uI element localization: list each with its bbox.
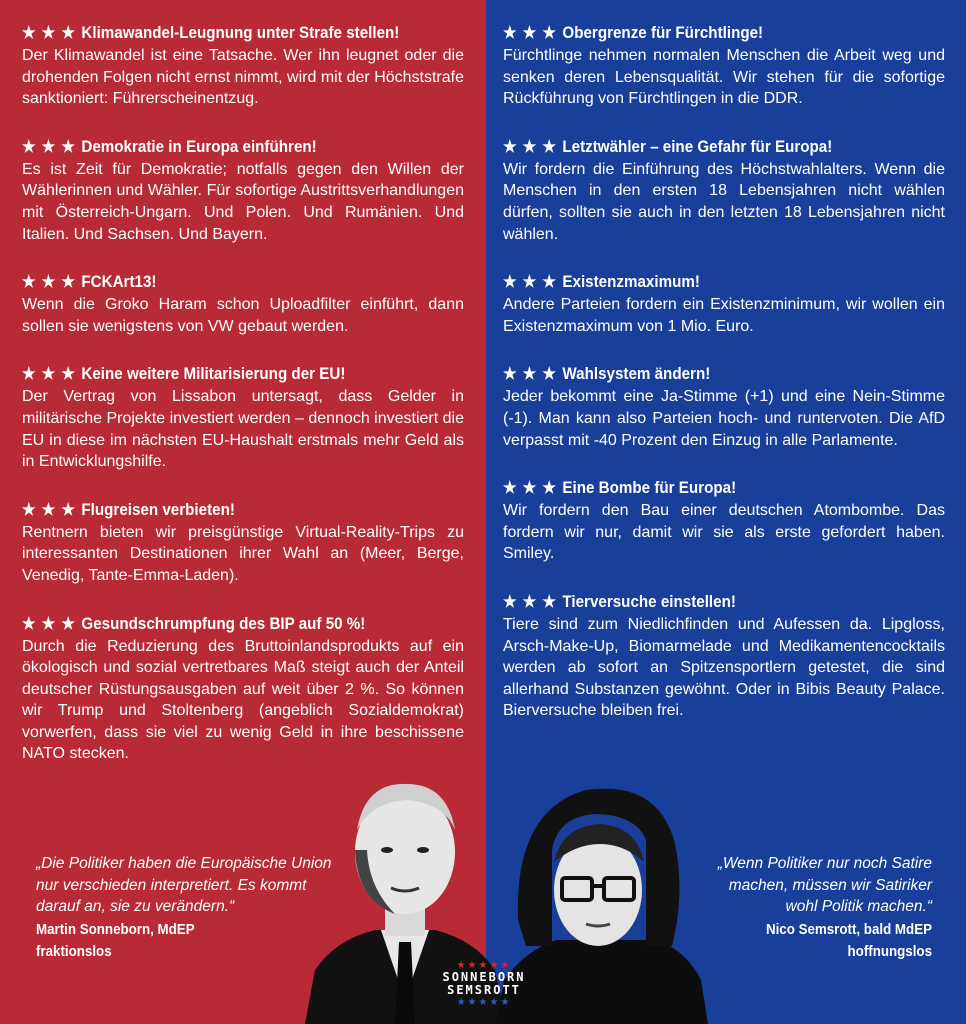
quote-author-role: hoffnungslos [847,943,932,960]
demand-item [503,363,945,451]
stars-icon: ★★★★★ [456,960,512,971]
stars-icon: ★ ★ ★ [503,24,557,42]
quote-author: Martin Sonneborn, MdEP [36,921,195,938]
demand-title: ★ ★ ★ Existenzmaximum! [503,273,700,292]
stars-icon: ★ ★ ★ [22,24,76,42]
demand-title: ★ ★ ★ Gesundschrumpfung des BIP auf 50 %! [22,614,366,633]
stars-icon: ★★★★★ [456,997,512,1008]
stars-icon: ★ ★ ★ [22,614,76,633]
demand-item [22,613,464,766]
demand-title: ★ ★ ★ FCKArt13! [22,273,157,292]
demand-item [22,22,464,110]
stars-icon: ★ ★ ★ [22,365,76,384]
demand-item [22,499,464,587]
quote-text: „Wenn Politiker nur noch Satire machen, müssen wir Satiriker wohl Politik machen.“ [717,855,932,915]
stars-icon: ★ ★ ★ [503,365,557,384]
stars-icon: ★ ★ ★ [503,479,557,498]
demand-title: ★ ★ ★ Klimawandel-Leugnung unter Strafe stellen! [22,24,400,42]
demand-text: Rentnern bieten wir preisgünstige Virtual-Reality-Trips zu interessanten Destinationen ihrer Wahl an (Meer, Berge, Venedig, Tante-Emma-Laden). [22,523,464,584]
demand-title: ★ ★ ★ Letztwähler – eine Gefahr für Europa! [503,137,833,156]
quote-author: Nico Semsrott, bald MdEP [765,921,932,938]
demand-item [22,136,464,245]
quote-text: „Die Politiker haben die Europäische Union nur verschieden interpretiert. Es kommt darauf an, sie zu verändern.“ [36,855,332,915]
quote-author-role: fraktionslos [36,943,112,960]
demand-text: Durch die Reduzierung des Bruttoinlandsprodukts auf ein ökologisch und sozial vertretbares Maß steigt auch der Anteil deutscher Rüstungsausgaben auf weit über 2 %. So können wir Trump und Stoltenberg (angeblich Sozialdemokrat) vorwerfen, dass sie viel zu wenig Geld in ihre beschissene NATO stecken. [22,637,464,763]
stars-icon: ★ ★ ★ [503,592,557,611]
logo-line-2: SEMSROTT [447,983,521,997]
stars-icon: ★ ★ ★ [503,273,557,292]
demand-title: ★ ★ ★ Eine Bombe für Europa! [503,479,737,498]
demand-text: Jeder bekommt eine Ja-Stimme (+1) und eine Nein-Stimme (-1). Man kann also Parteien hoch- und runtervoten. Die AfD verpasst mit -40 Prozent den Einzug in alle Parlamente. [503,388,945,449]
right-column [503,22,945,748]
demand-title: ★ ★ ★ Obergrenze für Fürchtlinge! [503,24,764,42]
demand-text: Der Vertrag von Lissabon untersagt, dass Gelder in militärische Projekte investiert werden – dennoch investiert die EU in diese im nächsten EU-Haushalt erstmals mehr Geld als in Entwicklungshilfe. [22,388,464,471]
stars-icon: ★ ★ ★ [22,137,76,156]
demand-text: Wir fordern den Bau einer deutschen Atombombe. Das fordern wir nur, damit wir sie als erste gefordert haben. Smiley. [503,502,945,563]
demand-item [503,22,945,110]
sonneborn-semsrott-logo [442,960,526,1008]
demand-text: Der Klimawandel ist eine Tatsache. Wer ihn leugnet oder die drohenden Folgen nicht ernst nimmt, wird mit der Höchststrafe sanktioniert: Führerscheinentzug. [22,47,464,108]
demand-item [503,271,945,337]
demand-text: Tiere sind zum Niedlichfinden und Aufessen da. Lipgloss, Arsch-Make-Up, Biomarmelade und Medikamentencocktails werden ab sofort an Spitzensportlern getestet, die sind allerhand Substanzen gewöhnt. Oder in Bibis Beauty Palace. Bierversuche bleiben frei. [503,615,945,720]
demand-item [503,136,945,245]
demand-title: ★ ★ ★ Flugreisen verbieten! [22,500,235,519]
logo-line-1: SONNEBORN [442,970,526,984]
demand-text: Fürchtlinge nehmen normalen Menschen die Arbeit weg und senken deren Lebensqualität. Wir stehen für die sofortige Rückführung von Fürchtlingen in die DDR. [503,47,945,108]
stars-icon: ★ ★ ★ [22,500,76,519]
demand-item [22,271,464,337]
left-column [22,22,464,791]
demand-text: Wenn die Groko Haram schon Uploadfilter einführt, dann sollen sie wenigstens von VW gebaut werden. [22,296,464,335]
demand-title: ★ ★ ★ Wahlsystem ändern! [503,365,711,384]
demand-title: ★ ★ ★ Tierversuche einstellen! [503,592,736,611]
quote-semsrott [700,853,932,962]
stars-icon: ★ ★ ★ [22,273,76,292]
demand-text: Andere Parteien fordern ein Existenzminimum, wir wollen ein Existenzmaximum von 1 Mio. Euro. [503,296,945,335]
stars-icon: ★ ★ ★ [503,137,557,156]
demand-text: Es ist Zeit für Demokratie; notfalls gegen den Willen der Wählerinnen und Wähler. Für sofortige Austrittsverhandlungen mit Österreich-Ungarn. Und Polen. Und Rumänien. Und Italien. Und Sachsen. Und Bayern. [22,160,464,243]
demand-item [22,363,464,472]
quote-sonneborn [36,853,336,962]
demand-item [503,477,945,565]
demand-title: ★ ★ ★ Demokratie in Europa einführen! [22,137,317,156]
demand-text: Wir fordern die Einführung des Höchstwahlalters. Wenn die Menschen in den ersten 18 Lebensjahren nicht wählen dürfen, sollten sie auch in den letzten 18 Lebensjahren nicht wählen. [503,160,945,243]
demand-title: ★ ★ ★ Keine weitere Militarisierung der EU! [22,365,346,384]
demand-item [503,591,945,722]
portrait-man-in-hoodie [496,770,711,1024]
